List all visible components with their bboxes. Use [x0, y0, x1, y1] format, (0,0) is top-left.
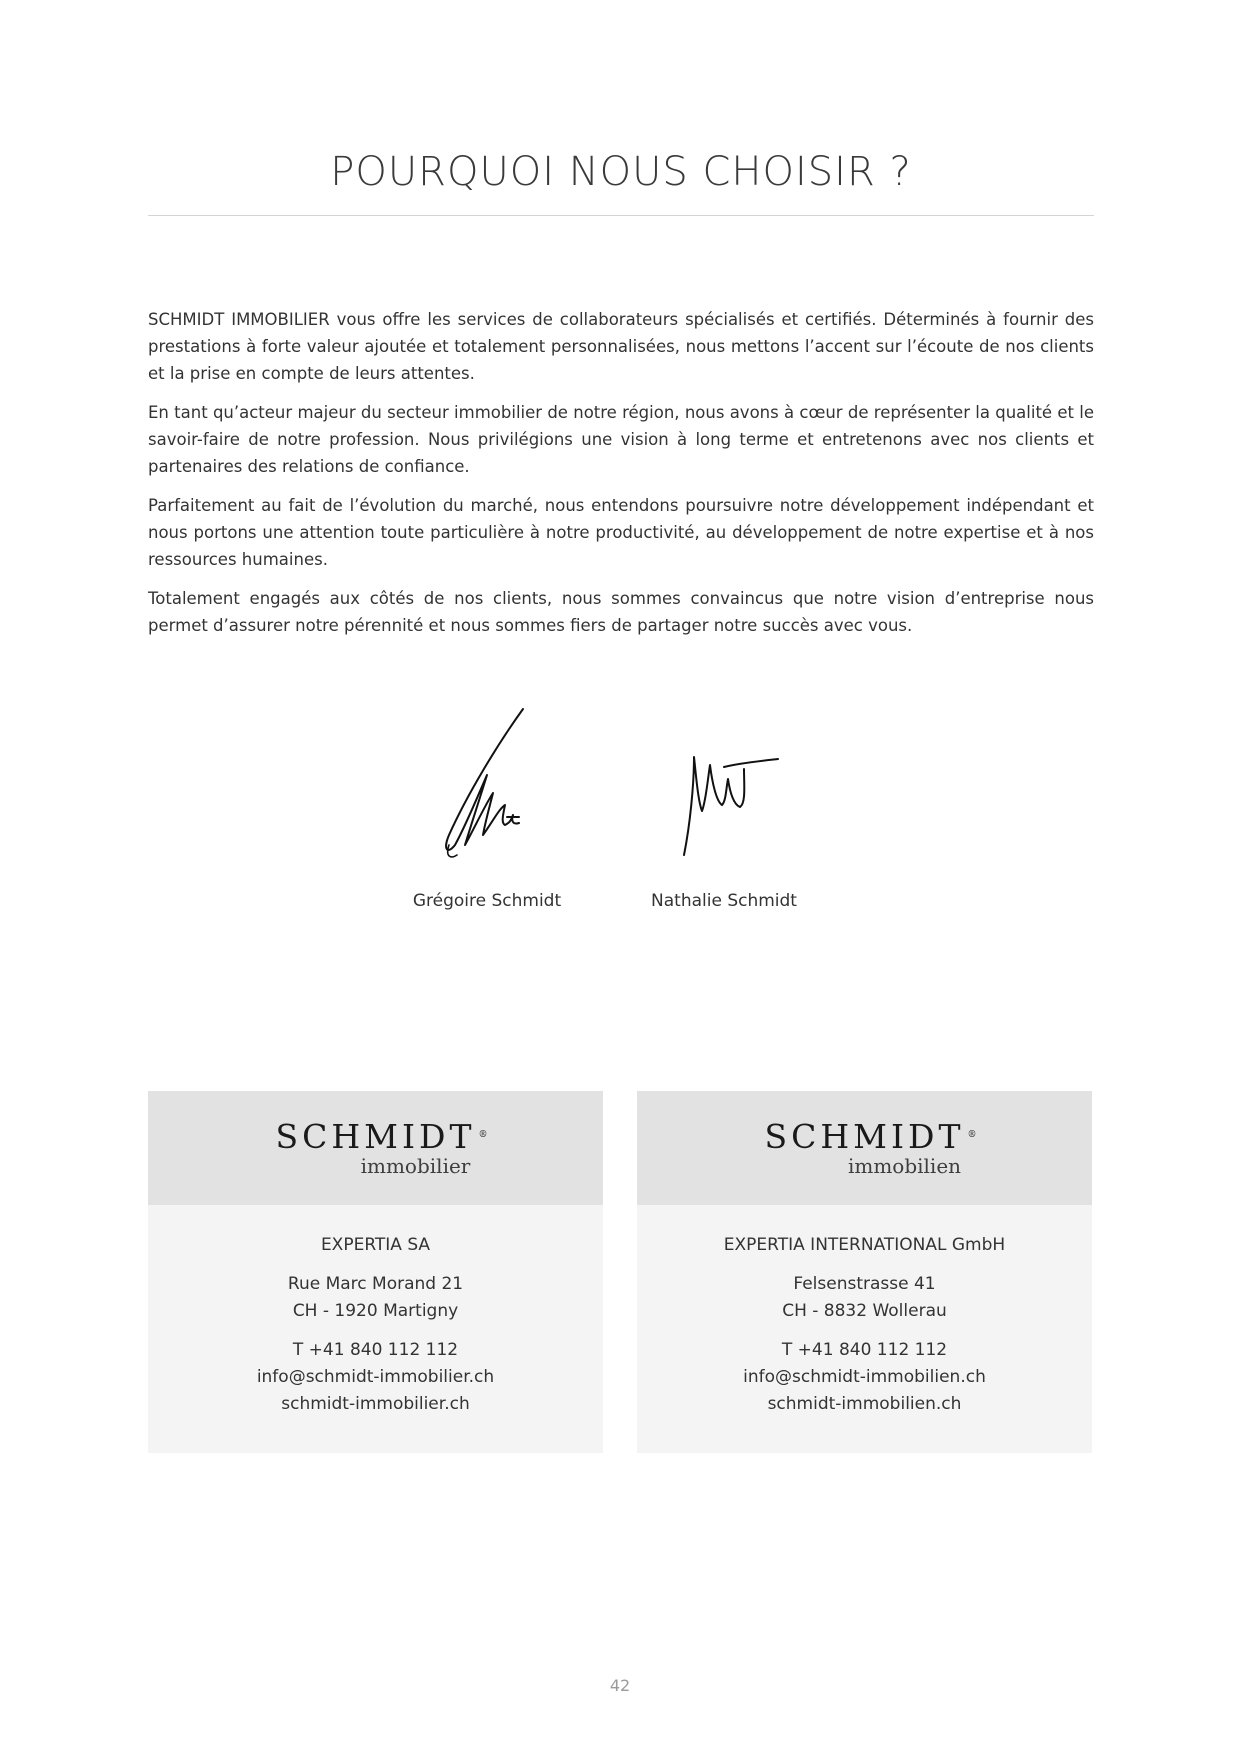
- signature-block: [387, 705, 587, 911]
- handwritten-signature: [427, 705, 547, 865]
- registered-mark: ®: [967, 1130, 977, 1140]
- signatory-name: Nathalie Schmidt: [651, 891, 797, 911]
- logo-wordmark: SCHMIDT ®: [764, 1117, 977, 1156]
- registered-mark: ®: [478, 1130, 488, 1140]
- card-header: [637, 1091, 1092, 1205]
- company-card: [148, 1091, 603, 1453]
- company-logo: [148, 1119, 603, 1177]
- signatory-name: Grégoire Schmidt: [412, 891, 562, 911]
- logo-subtitle: immobilien: [847, 1154, 962, 1178]
- email-address: info@schmidt-immobilien.ch: [743, 1367, 986, 1387]
- street-address: Rue Marc Morand 21: [287, 1274, 464, 1294]
- company-card: [637, 1091, 1092, 1453]
- card-body: [637, 1205, 1092, 1418]
- website: schmidt-immobilier.ch: [281, 1394, 470, 1414]
- company-name: EXPERTIA INTERNATIONAL GmbH: [723, 1235, 1006, 1255]
- signatures: [380, 705, 860, 945]
- company-logo: [637, 1119, 1092, 1177]
- body-text: [148, 306, 1094, 651]
- city-address: CH - 8832 Wollerau: [782, 1301, 947, 1321]
- logo-wordmark: SCHMIDT ®: [275, 1117, 488, 1156]
- handwritten-signature: [664, 705, 784, 865]
- paragraph: Parfaitement au fait de l’évolution du marché, nous entendons poursuivre notre développement indépendant et nous portons une attention toute particulière à notre productivité, au développement de notre expertise et à nos ressources humaines.: [148, 496, 1094, 569]
- company-name: EXPERTIA SA: [320, 1235, 431, 1255]
- signature-block: [624, 705, 824, 911]
- title-divider: [148, 215, 1094, 216]
- website: schmidt-immobilien.ch: [767, 1394, 962, 1414]
- phone-number: T +41 840 112 112: [781, 1340, 948, 1360]
- email-address: info@schmidt-immobilier.ch: [256, 1367, 495, 1387]
- city-address: CH - 1920 Martigny: [292, 1301, 459, 1321]
- logo-subtitle: immobilier: [360, 1154, 471, 1178]
- card-header: [148, 1091, 603, 1205]
- phone-number: T +41 840 112 112: [292, 1340, 459, 1360]
- page-title: POURQUOI NOUS CHOISIR ?: [330, 149, 912, 195]
- card-body: [148, 1205, 603, 1418]
- paragraph: Totalement engagés aux côtés de nos clients, nous sommes convaincus que notre vision d’entreprise nous permet d’assurer notre pérennité et nous sommes fiers de partager notre succès avec vous.: [148, 589, 1094, 635]
- page-number: 42: [609, 1676, 631, 1695]
- paragraph: En tant qu’acteur majeur du secteur immobilier de notre région, nous avons à cœur de représenter la qualité et le savoir-faire de notre profession. Nous privilégions une vision à long terme et entretenons avec nos clients et partenaires des relations de confiance.: [148, 403, 1094, 476]
- street-address: Felsenstrasse 41: [793, 1274, 936, 1294]
- paragraph: SCHMIDT IMMOBILIER vous offre les services de collaborateurs spécialisés et certifiés. Déterminés à fournir des prestations à forte valeur ajoutée et totalement personnalisées, nous mettons l’accent sur l’écoute de nos clients et la prise en compte de leurs attentes.: [148, 310, 1094, 383]
